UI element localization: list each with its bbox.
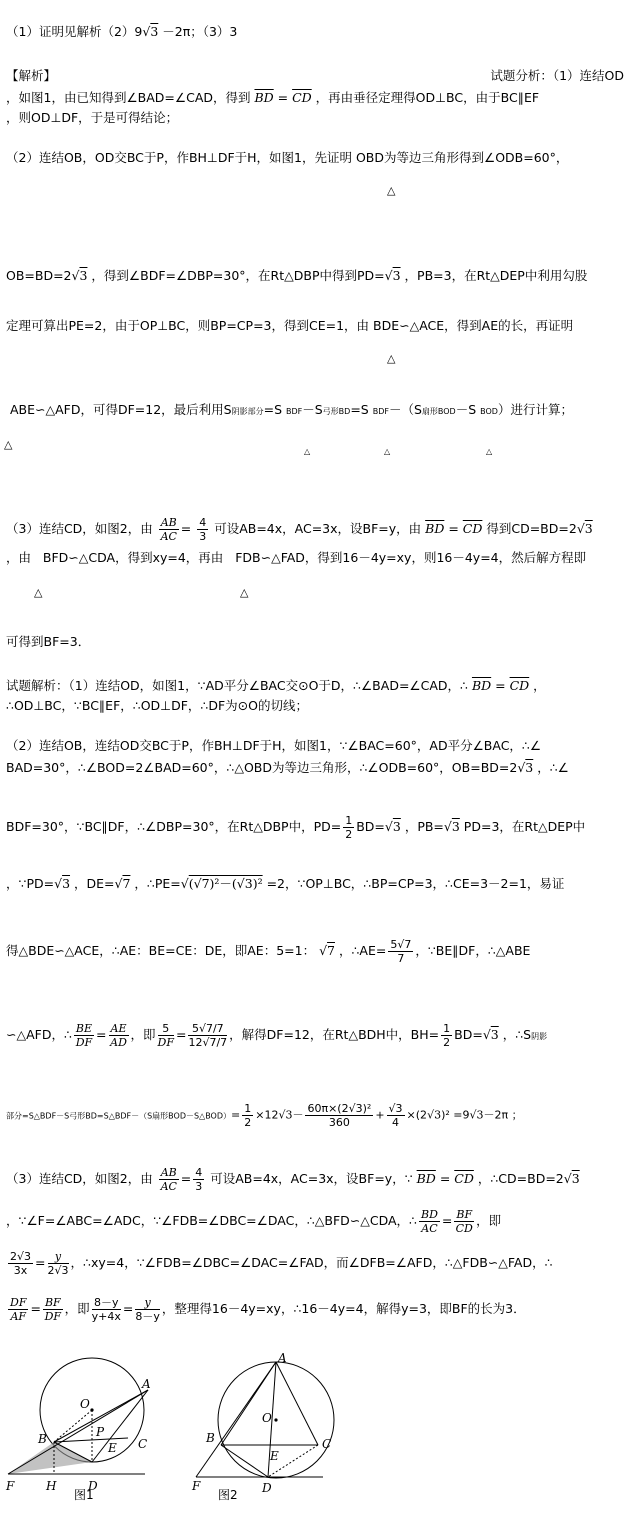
s2-line-6: ∽△AFD，∴ $\frac{BE}{DF}$ = $\frac{AE}{AD}$ ，即 $\frac{5}{DF}$ = $\frac{5√7/7}{12√7/7}$ ，解得DF=12，在Rt△BDH中，BH= $\frac{1}{2}$ BD=√3 ，∴S阴影 [6,1022,548,1049]
fig1-label: C [138,1437,148,1451]
fig2-label: C [322,1437,332,1451]
p3-line-1: （3）连结CD，如图2，由 $\frac{AB}{AC}$ = $\frac{4}{3}$ 可设AB=4x，AC=3x，设BF=y，由 $\overline{BD} = \overline{CD}$ 得到CD=BD=2√3 [6,516,593,543]
s3-line-1: （3）连结CD，如图2，由 $\frac{AB}{AC}$ = $\frac{4}{3}$ 可设AB=4x，AC=3x，设BF=y，∵ $\overline{BD} = \overline{CD}$ ，∴CD=BD=2√3 [6,1166,580,1193]
triangle-mark: △ [384,447,391,456]
p1-line-2: ，则OD⊥DF，于是可得结论； [6,110,179,125]
answer-line: （1）证明见解析（2）9√3 －2π；（3）3 [6,24,238,39]
triangle-mark: △ [486,447,493,456]
triangle-mark: △ [387,184,396,197]
fig1-label: A [142,1377,151,1391]
triangle-mark: △ [304,447,311,456]
shaded-region [8,1442,92,1474]
s2-line-5: 得△BDE∽△ACE，∴AE：BE=CE：DE，即AE：5=1： √7 ，∴AE= $\frac{5√7}{7}$ ，∵BE∥DF，∴△ABE [6,938,531,965]
fig2-label: E [270,1449,279,1463]
figure-2-caption: 图2 [218,1488,238,1502]
figure-1-caption: 图1 [74,1488,94,1502]
fig2-label: F [192,1479,201,1493]
s3-line-3: $\frac{2√3}{3x}$ = $\frac{y}{2√3}$ ，∴xy=4，∵∠FDB=∠DBC=∠DAC=∠FAD，而∠DFB=∠AFD，∴△FDB∽△FAD，∴ [10,1250,553,1277]
triangle-mark: △ [387,352,396,365]
s2-line-2: BAD=30°，∴∠BOD=2∠BAD=60°，∴△OBD为等边三角形，∴∠ODB=60°，OB=BD=2√3 ，∴∠ [6,760,569,775]
s2-line-7: 部分=S△BDF－S弓形BD=S△BDF－（S扇形BOD－S△BOD）= $\frac{1}{2}$ ×12√3－ $\frac{\text{60π×(2√3)²}}{360}$ + $\frac{√3}{4}$ ×(2√3)² =9√3－2π ； [6,1102,523,1129]
fig1-label: E [108,1441,117,1455]
fig2-label: O [262,1411,272,1425]
fig2-label: D [262,1481,272,1495]
p2-line-3: 定理可算出PE=2，由于OP⊥BC，则BP=CP=3，得到CE=1，由 BDE∽△ACE，得到AE的长，再证明 [6,318,574,333]
p3-line-3: 可得到BF=3． [6,634,91,649]
s3-line-4: $\frac{DF}{AF}$ = $\frac{BF}{DF}$ ，即 $\frac{8-y}{y+4x}$ = $\frac{y}{8-y}$ ，整理得16－4y=xy，∴16－4y=4，解得y=3，即BF的长为3． [10,1296,526,1323]
p3-line-2: ，由 BFD∽△CDA，得到xy=4，再由 FDB∽△FAD，得到16－4y=xy，则16－4y=4，然后解方程即 [6,550,587,565]
s1-line-1: 试题解析：（1）连结OD，如图1，∵AD平分∠BAC交⊙O于D，∴∠BAD=∠CAD，∴ $\overline{BD} = \overline{CD}$ ， [6,678,546,693]
figure-1 [0,1350,170,1500]
triangle-mark: △ [4,438,13,451]
fig1-label: D [88,1479,98,1493]
s3-line-2: ，∵∠F=∠ABC=∠ADC，∵∠FDB=∠DBC=∠DAC，∴△BFD∽△CDA，∴ $\frac{BD}{AC}$ = $\frac{BF}{CD}$ ，即 [6,1208,502,1235]
p2-line-1: （2）连结OB，OD交BC于P，作BH⊥DF于H，如图1，先证明 OBD为等边三角形得到∠ODB=60°， [6,150,569,165]
s2-line-4: ，∵PD=√3 ，DE=√7 ，∴PE=√(√7)²－(√3)² =2，∵OP⊥BC，∴BP=CP=3，∴CE=3－2=1，易证 [6,876,565,891]
fig1-label: B [38,1432,47,1446]
analysis-label: 试题分析：（1）连结OD [490,68,624,83]
analysis-header: 【解析】 [6,68,57,83]
fig2-label: A [278,1351,287,1365]
p1-line-1: ，如图1，由已知得到∠BAD=∠CAD，得到 $\overline{BD} = \overline{CD}$ ，再由垂径定理得OD⊥BC，由于BC∥EF [6,90,540,105]
fig1-label: F [6,1479,15,1493]
fig1-label: P [96,1425,105,1439]
triangle-mark: △ [34,586,43,599]
p2-line-4: ABE∽△AFD，可得DF=12，最后利用S阴影部分=S BDF－S弓形BD=S BDF－（S扇形BOD－S BOD）进行计算； [6,402,573,417]
s2-line-3: BDF=30°，∵BC∥DF，∴∠DBP=30°，在Rt△DBP中，PD= $\frac{1}{2}$ BD=√3 ，PB=√3 PD=3，在Rt△DEP中 [6,814,586,841]
s1-line-2: ∴OD⊥BC，∵BC∥EF，∴OD⊥DF，∴DF为⊙O的切线； [6,698,308,713]
p2-line-2: OB=BD=2√3 ，得到∠BDF=∠DBP=30°，在Rt△DBP中得到PD=√3 ，PB=3，在Rt△DEP中利用勾股 [6,268,588,283]
fig2-label: B [206,1431,215,1445]
triangle-mark: △ [240,586,249,599]
s2-line-1: （2）连结OB，连结OD交BC于P，作BH⊥DF于H，如图1，∵∠BAC=60°，AD平分∠BAC，∴∠ [6,738,542,753]
figure-2 [188,1350,348,1500]
fig1-label: H [46,1479,57,1493]
fig1-label: O [80,1397,90,1411]
